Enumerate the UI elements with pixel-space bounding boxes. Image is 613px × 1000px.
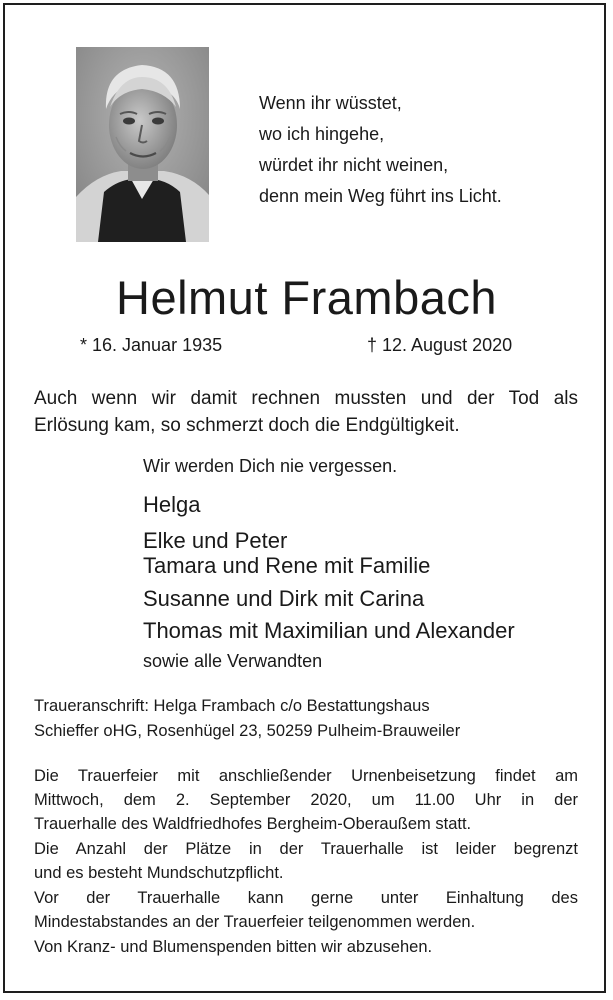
- family-member: Thomas mit Maximilian und Alexander: [143, 618, 515, 643]
- family-member: Elke und Peter: [143, 528, 288, 553]
- poem-line: Wenn ihr wüsstet,: [259, 93, 402, 113]
- notice-line: Mindestabstandes an der Trauerfeier teilgenommen werden.: [34, 913, 476, 931]
- relatives-line: sowie alle Verwandten: [143, 651, 323, 671]
- death-date: † 12. August 2020: [367, 335, 513, 355]
- capacity-notice: [34, 837, 578, 885]
- intro-line: Erlösung kam, so schmerzt doch die Endgültigkeit.: [34, 415, 460, 436]
- address-line: Schieffer oHG, Rosenhügel 23, 50259 Pulheim-Brauweiler: [34, 722, 461, 740]
- ceremony-notice: [34, 764, 578, 836]
- poem-line: wo ich hingehe,: [259, 124, 385, 144]
- notice-line: Die Anzahl der Plätze in der Trauerhalle ist leider begrenzt: [34, 840, 578, 858]
- deceased-name: Helmut Frambach: [116, 271, 497, 324]
- notice-line: Mittwoch, dem 2. September 2020, um 11.00 Uhr in der: [34, 791, 578, 809]
- outdoor-notice: [34, 886, 578, 934]
- intro-paragraph: [34, 385, 578, 439]
- poem-line: würdet ihr nicht weinen,: [259, 155, 449, 175]
- notice-line: und es besteht Mundschutzpflicht.: [34, 864, 284, 882]
- notice-line: Die Trauerfeier mit anschließender Urnenbeisetzung findet am: [34, 767, 578, 785]
- never-forget-line: Wir werden Dich nie vergessen.: [143, 456, 398, 476]
- family-member: Helga: [143, 492, 201, 517]
- address-line: Traueranschrift: Helga Frambach c/o Bestattungshaus: [34, 697, 430, 715]
- poem-line: denn mein Weg führt ins Licht.: [259, 186, 502, 206]
- intro-line: Auch wenn wir damit rechnen mussten und der Tod als: [34, 388, 578, 409]
- mourning-address: [34, 694, 460, 744]
- family-member: Susanne und Dirk mit Carina: [143, 586, 425, 611]
- portrait-illustration: [76, 47, 209, 242]
- notice-line: Vor der Trauerhalle kann gerne unter Einhaltung des: [34, 889, 578, 907]
- portrait-photo: [76, 47, 209, 242]
- poem: [259, 88, 502, 212]
- notice-line: Trauerhalle des Waldfriedhofes Bergheim-Oberaußem statt.: [34, 815, 472, 833]
- family-member: Tamara und Rene mit Familie: [143, 553, 431, 578]
- birth-date: * 16. Januar 1935: [80, 335, 223, 355]
- notice-line: Von Kranz- und Blumenspenden bitten wir abzusehen.: [34, 938, 433, 956]
- flowers-notice: [34, 935, 578, 959]
